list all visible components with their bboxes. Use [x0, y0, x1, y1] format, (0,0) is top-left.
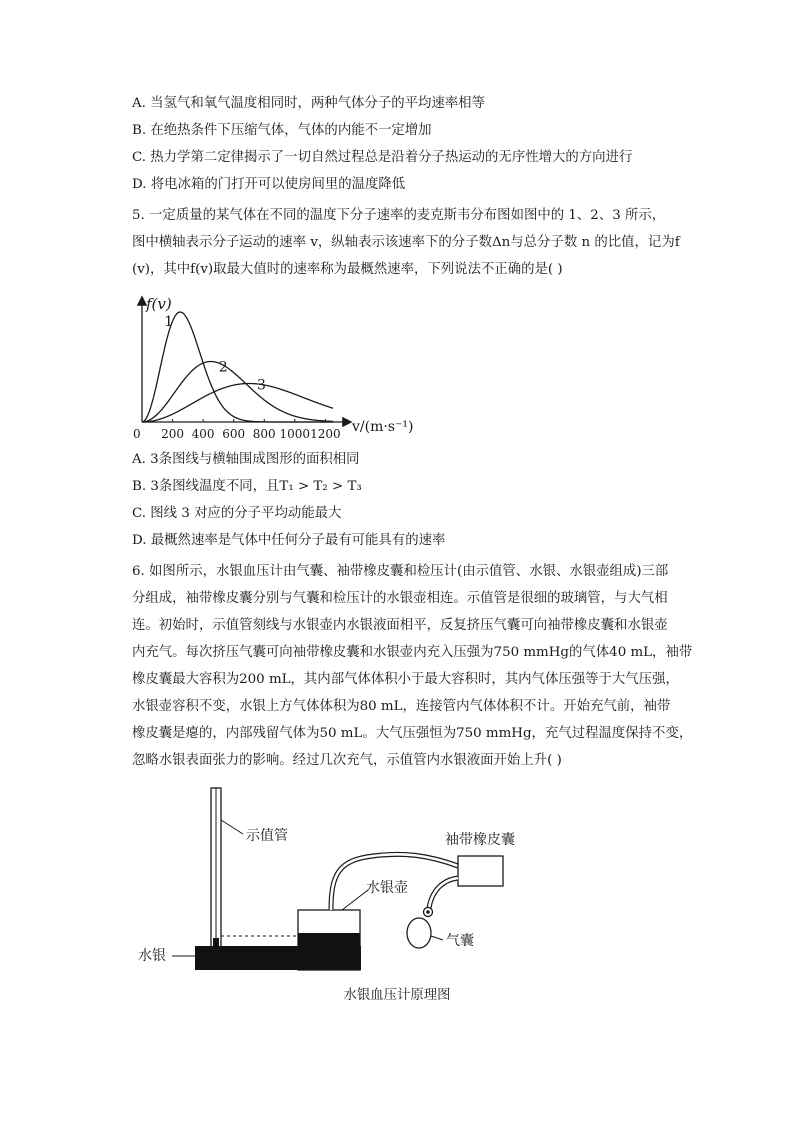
x-tick-label: 800	[252, 427, 276, 441]
x-tick-label: 1200	[310, 427, 341, 441]
q5-option-c: C. 图线 3 对应的分子平均动能最大	[132, 506, 342, 521]
y-axis-label: f(v)	[146, 295, 172, 313]
q6-stem-line-5: 橡皮囊最大容积为200 mL，其内部气体体积小于最大容积时，其内气体压强等于大气压强，	[132, 672, 679, 687]
q6-stem-line-8: 忽略水银表面张力的影响。经过几次充气，示值管内水银液面开始上升( )	[132, 753, 562, 768]
q5-option-d: D. 最概然速率是气体中任何分子最有可能具有的速率	[132, 533, 446, 548]
q5-stem-line-1: 5. 一定质量的某气体在不同的温度下分子速率的麦克斯韦分布图如图中的 1、2、3 所示，	[132, 208, 666, 223]
x-tick-label: 200	[161, 427, 185, 441]
q5-stem-line-2: 图中横轴表示分子运动的速率 v，纵轴表示该速率下的分子数Δn与总分子数 n 的比值，记为f	[132, 235, 680, 250]
reservoir-label: 水银壶	[366, 880, 408, 896]
q6-stem-line-7: 橡皮囊是瘪的，内部残留气体为50 mL。大气压强恒为750 mmHg，充气过程温度保持不变，	[132, 726, 693, 741]
curve-label-3: 3	[257, 377, 266, 394]
maxwell-distribution-chart	[128, 292, 428, 448]
q4-option-b: B. 在绝热条件下压缩气体，气体的内能不一定增加	[132, 123, 432, 138]
q6-stem-line-6: 水银壶容积不变，水银上方气体体积为80 mL，连接管内气体体积不计。开始充气前，袖带	[132, 699, 671, 714]
q4-option-d: D. 将电冰箱的门打开可以使房间里的温度降低	[132, 177, 406, 192]
bulb-label: 气囊	[446, 933, 474, 949]
curve-label-1: 1	[164, 314, 174, 330]
origin-label: 0	[133, 427, 141, 441]
bulb	[407, 918, 431, 948]
mercury-label: 水银	[138, 948, 166, 964]
x-axis-label: v/(m·s⁻¹)	[352, 419, 414, 435]
q5-option-b: B. 3条图线温度不同，且T₁ > T₂ > T₃	[132, 479, 362, 494]
q5-option-a: A. 3条图线与横轴围成图形的面积相同	[132, 452, 360, 467]
figure-caption: 水银血压计原理图	[343, 988, 451, 1003]
q5-stem-line-3: (v)，其中f(v)取最大值时的速率称为最概然速率，下列说法不正确的是( )	[132, 262, 563, 277]
tube-label: 示值管	[246, 828, 288, 844]
x-tick-label: 400	[191, 427, 215, 441]
sphygmomanometer-diagram	[128, 780, 548, 980]
x-tick-label: 1000	[279, 427, 311, 441]
q4-option-c: C. 热力学第二定律揭示了一切自然过程总是沿着分子热运动的无序性增大的方向进行	[132, 150, 633, 165]
q6-stem-line-4: 内充气。每次挤压气囊可向袖带橡皮囊和水银壶内充入压强为750 mmHg的气体40 mL，袖带	[132, 645, 693, 660]
curve-2	[142, 359, 333, 423]
x-tick-label: 600	[222, 427, 246, 441]
cuff-label: 袖带橡皮囊	[445, 832, 515, 848]
q6-stem-line-2: 分组成，袖带橡皮囊分别与气囊和检压计的水银壶相连。示值管是很细的玻璃管，与大气相	[132, 591, 668, 606]
curve-3	[142, 384, 333, 423]
cuff-bladder	[458, 856, 503, 886]
q6-stem-line-3: 连。初始时，示值管刻线与水银壶内水银液面相平，反复挤压气囊可向袖带橡皮囊和水银壶	[132, 618, 668, 633]
curve-label-2: 2	[218, 359, 228, 376]
q4-option-a: A. 当氢气和氧气温度相同时，两种气体分子的平均速率相等	[132, 96, 485, 111]
q6-stem-line-1: 6. 如图所示，水银血压计由气囊、袖带橡皮囊和检压计(由示值管、水银、水银壶组成)三部	[132, 564, 669, 579]
